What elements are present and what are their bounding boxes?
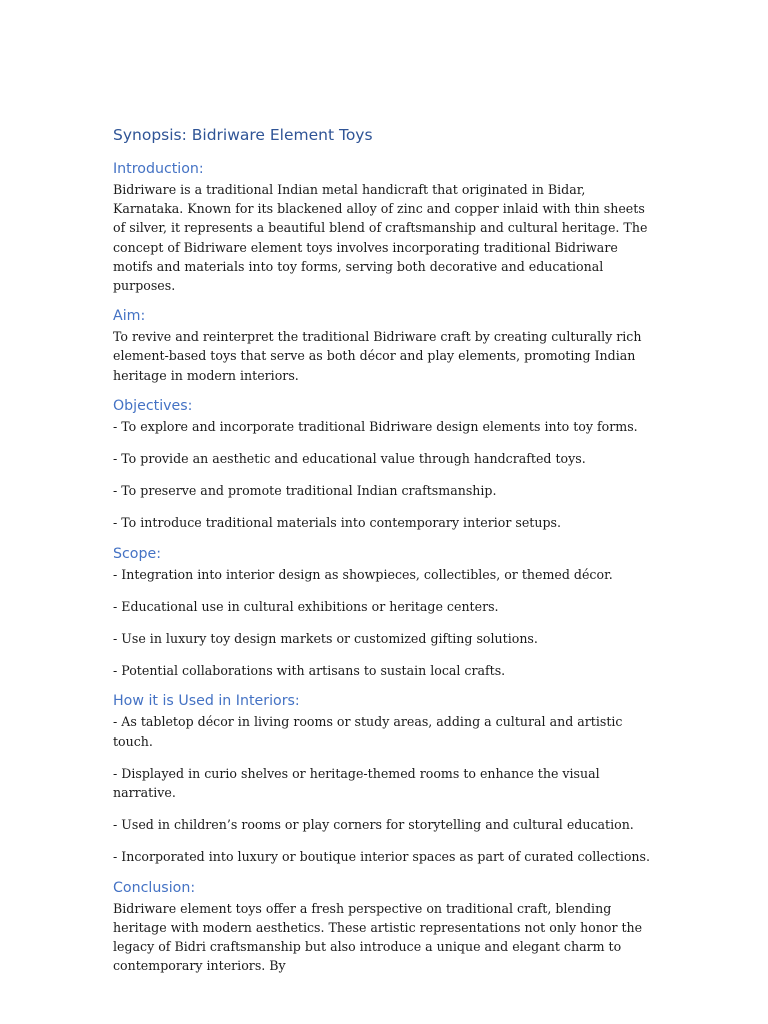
section-aim [113,306,658,385]
list-item: - Educational use in cultural exhibitions or heritage centers. [113,598,499,614]
list-item: - Use in luxury toy design markets or customized gifting solutions. [113,631,538,647]
list-item: - To explore and incorporate traditional Bidriware design elements into toy forms. [113,418,638,434]
document-title: Synopsis: Bidriware Element Toys [113,126,373,144]
section-heading: Introduction: [113,161,204,177]
section-heading: Objectives: [113,397,193,414]
section-paragraph: Bidriware element toys offer a fresh perspective on traditional craft, blending heritage with modern aesthetics. These artistic representations not only honor the legacy of Bidri craftsmanship but also introduce a unique and elegant charm to contemporary interiors. By [113,900,643,974]
list-item: - Displayed in curio shelves or heritage-themed rooms to enhance the visual narrative. [113,765,600,801]
section-heading: How it is Used in Interiors: [113,693,300,710]
section-heading: Conclusion: [113,879,196,896]
list-item: - To provide an aesthetic and educational value through handcrafted toys. [113,451,586,467]
section-objectives [113,396,658,533]
section-heading: Aim: [113,308,146,325]
section-paragraph: To revive and reinterpret the traditional Bidriware craft by creating culturally rich element-based toys that serve as both décor and play elements, promoting Indian heritage in modern interiors. [113,329,642,383]
list-item: - To introduce traditional materials into contemporary interior setups. [113,515,561,531]
list-item: - Incorporated into luxury or boutique interior spaces as part of curated collections. [113,849,651,865]
section-scope [113,544,658,681]
section-introduction [113,159,658,295]
section-conclusion [113,878,658,976]
document-page [113,124,658,986]
section-paragraph: Bidriware is a traditional Indian metal handicraft that originated in Bidar, Karnataka. Known for its blackened alloy of zinc and copper inlaid with thin sheets of silver, it represents a beautiful blend of craftsmanship and cultural heritage. The concept of Bidriware element toys involves incorporating traditional Bidriware motifs and materials into toy forms, serving both decorative and educational purposes. [113,182,648,294]
list-item: - To preserve and promote traditional Indian craftsmanship. [113,483,497,499]
list-item: - As tabletop décor in living rooms or study areas, adding a cultural and artistic touch. [113,714,623,749]
list-item: - Integration into interior design as showpieces, collectibles, or themed décor. [113,566,613,582]
section-interior-usage [113,691,658,866]
section-heading: Scope: [113,545,162,562]
list-item: - Potential collaborations with artisans to sustain local crafts. [113,663,506,679]
list-item: - Used in children’s rooms or play corners for storytelling and cultural education. [113,817,634,833]
